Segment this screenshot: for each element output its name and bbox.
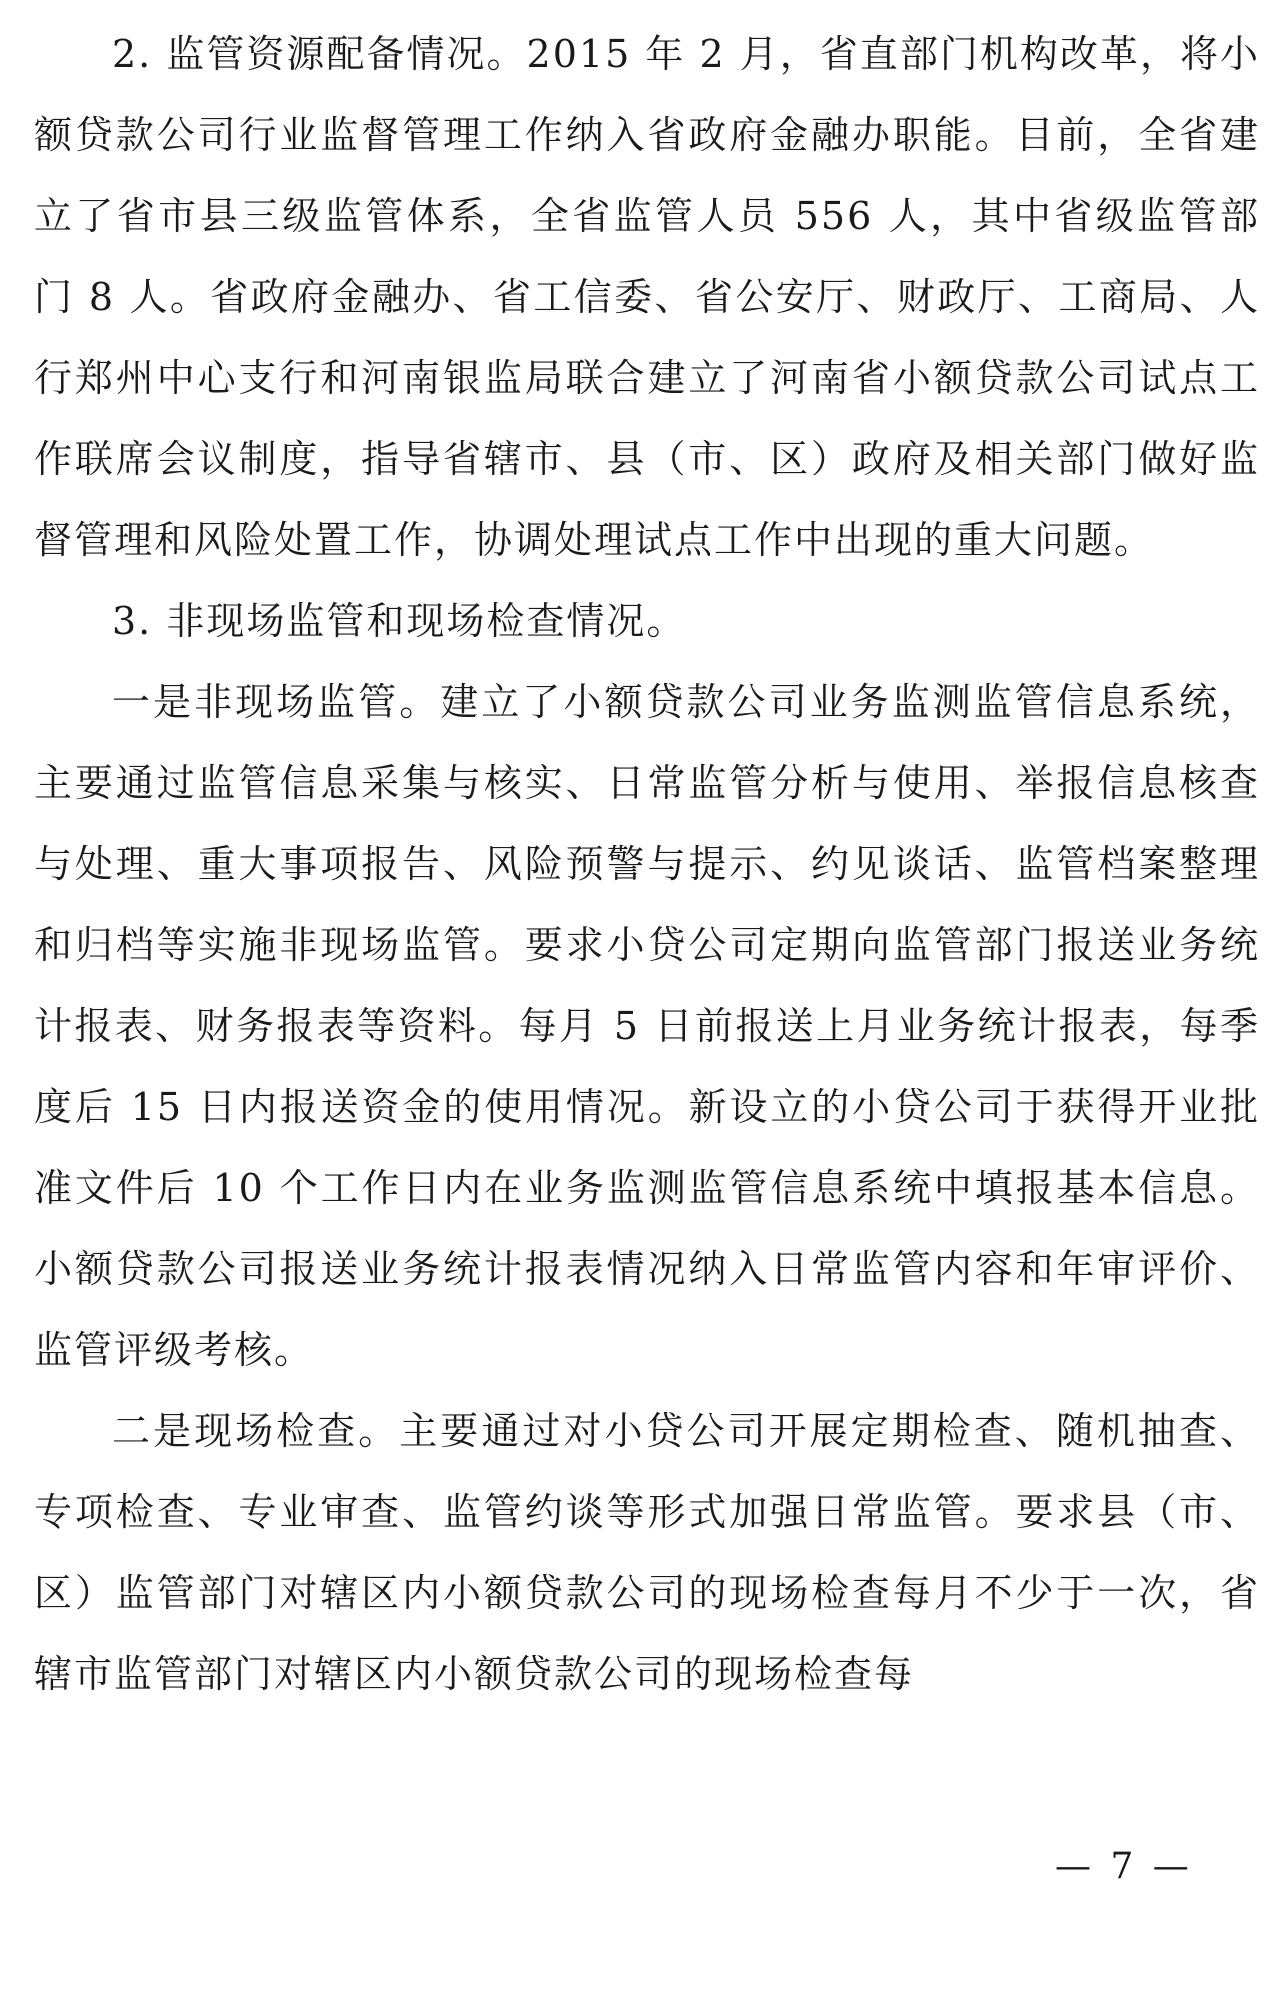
paragraph-onsite-inspection: 二是现场检查。主要通过对小贷公司开展定期检查、随机抽查、专项检查、专业审查、监管约谈等形式加强日常监管。要求县（市、区）监管部门对辖区内小额贷款公司的现场检查每月不少于一次，省辖市监管部门对辖区内小额贷款公司的现场检查每: [34, 1409, 1260, 1696]
paragraph-resource-allocation: 2. 监管资源配备情况。2015 年 2 月，省直部门机构改革，将小额贷款公司行业监督管理工作纳入省政府金融办职能。目前，全省建立了省市县三级监管体系，全省监管人员 556 人，其中省级监管部门 8 人。省政府金融办、省工信委、省公安厅、财政厅、工商局、人行郑州中心支行和河南银监局联合建立了河南省小额贷款公司试点工作联席会议制度，指导省辖市、县（市、区）政府及相关部门做好监督管理和风险处置工作，协调处理试点工作中出现的重大问题。: [34, 32, 1260, 562]
page-number: — 7 —: [1055, 1846, 1193, 1887]
document-body: [34, 14, 1260, 1715]
paragraph-heading-supervision: 3. 非现场监管和现场检查情况。: [112, 599, 687, 643]
paragraph-offsite-supervision: 一是非现场监管。建立了小额贷款公司业务监测监管信息系统，主要通过监管信息采集与核实、日常监管分析与使用、举报信息核查与处理、重大事项报告、风险预警与提示、约见谈话、监管档案整理和归档等实施非现场监管。要求小贷公司定期向监管部门报送业务统计报表、财务报表等资料。每月 5 日前报送上月业务统计报表，每季度后 15 日内报送资金的使用情况。新设立的小贷公司于获得开业批准文件后 10 个工作日内在业务监测监管信息系统中填报基本信息。小额贷款公司报送业务统计报表情况纳入日常监管内容和年审评价、监管评级考核。: [34, 680, 1260, 1372]
